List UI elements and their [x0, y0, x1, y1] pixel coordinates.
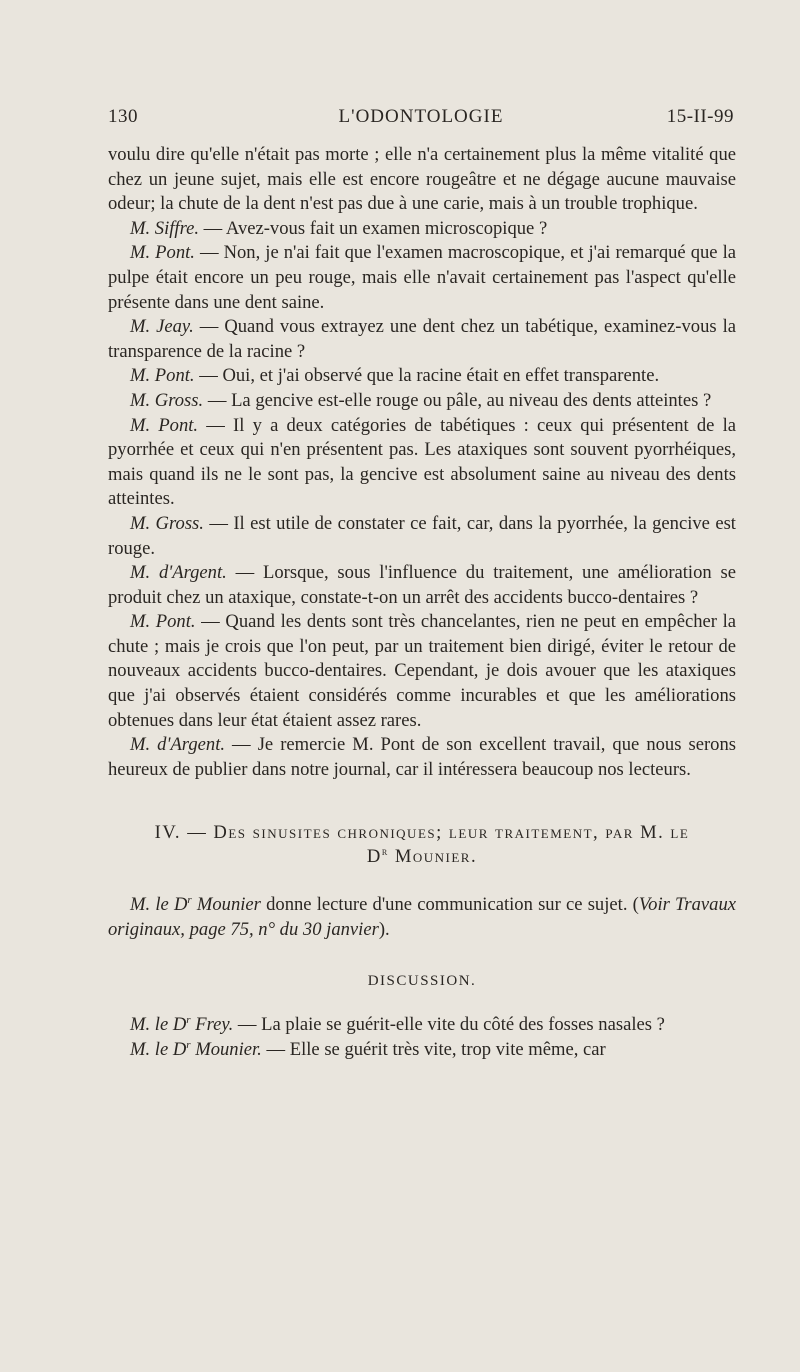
speaker: M. le $D^r$ Mounier. [130, 1038, 262, 1060]
paragraph: M. le $D^r$ Frey. — La plaie se guérit-elle vite du côté des fosses nasales ? [130, 1014, 665, 1036]
reference: Voir Travaux originaux, page 75, n° du 30 janvier [108, 894, 736, 941]
paragraph: M. Siffre. — Avez-vous fait un examen microscopique ? [130, 217, 548, 239]
speaker: M. Pont. [130, 414, 199, 436]
page-number: 130 [108, 106, 138, 127]
speaker: M. le $D^r$ Frey. [130, 1014, 234, 1036]
speaker: M. le $D^r$ Mounier [130, 894, 261, 916]
speaker: M. Gross. [130, 512, 204, 534]
paragraph: M. d'Argent. — Lorsque, sous l'influence du traitement, une amélioration se produit chez un ataxique, constate-t-on un arrêt des accidents bucco-dentaires ? [108, 562, 736, 608]
paragraph: M. Gross. — La gencive est-elle rouge ou pâle, au niveau des dents atteintes ? [130, 389, 712, 411]
speaker: M. d'Argent. [130, 562, 227, 584]
section-title: IV. — Des sinusites chroniques; leur traitement, par M. le $D^r$ Mounier. [154, 822, 690, 868]
speaker: M. d'Argent. [130, 734, 226, 756]
paragraph: M. Gross. — Il est utile de constater ce fait, car, dans la pyorrhée, la gencive est rouge. [108, 512, 736, 559]
paragraph: M. Pont. — Quand les dents sont très chancelantes, rien ne peut en empêcher la chute ; mais je crois que l'on peut, par un traitement bien dirigé, éviter le retour de nouveaux accidents bucco-dentaires. Cependant, je dois avouer que les ataxiques que j'ai observés étaient considérés comme incurables et que les améliorations obtenues dans leur état étaient assez rares. [108, 611, 736, 731]
speaker: M. Jeay. [130, 316, 194, 338]
paragraph: M. le $D^r$ Mounier donne lecture d'une communication sur ce sujet. (Voir Travaux originaux, page 75, n° du 30 janvier). [108, 894, 736, 941]
issue-date: 15-II-99 [666, 106, 734, 127]
speaker: M. Pont. [130, 365, 195, 387]
speaker: M. Pont. [130, 611, 196, 633]
speaker: M. Siffre. [130, 217, 200, 239]
paragraph: voulu dire qu'elle n'était pas morte ; elle n'a certainement plus la même vitalité que chez un jeune sujet, mais elle est encore rougeâtre et ne dégage aucune mauvaise odeur; la chute de la dent n'est pas due à une carie, mais à un trouble trophique. [108, 144, 736, 215]
paragraph: M. Pont. — Il y a deux catégories de tabétiques : ceux qui présentent de la pyorrhée et ceux qui n'en présentent pas. Les ataxiques sont souvent pyorrhéiques, mais quand ils ne le sont pas, la gencive est absolument saine au niveau des dents atteintes. [108, 414, 736, 510]
journal-title: L'ODONTOLOGIE [338, 106, 504, 127]
speaker: M. Pont. [130, 242, 195, 264]
discussion-heading: DISCUSSION. [367, 972, 477, 989]
paragraph: M. Pont. — Non, je n'ai fait que l'examen macroscopique, et j'ai remarqué que la pulpe était encore un peu rouge, mais elle n'avait certainement pas l'aspect qu'elle présente dans une dent saine. [108, 242, 736, 313]
paragraph: M. d'Argent. — Je remercie M. Pont de son excellent travail, que nous serons heureux de publier dans notre journal, car il intéressera beaucoup nos lecteurs. [108, 734, 736, 780]
paragraph: M. Pont. — Oui, et j'ai observé que la racine était en effet transparente. [130, 365, 660, 387]
paragraph: M. le $D^r$ Mounier. — Elle se guérit très vite, trop vite même, car [130, 1038, 606, 1060]
paragraph: M. Jeay. — Quand vous extrayez une dent chez un tabétique, examinez-vous la transparence de la racine ? [108, 316, 736, 362]
page-body [108, 143, 736, 1062]
speaker: M. Gross. [130, 389, 204, 411]
